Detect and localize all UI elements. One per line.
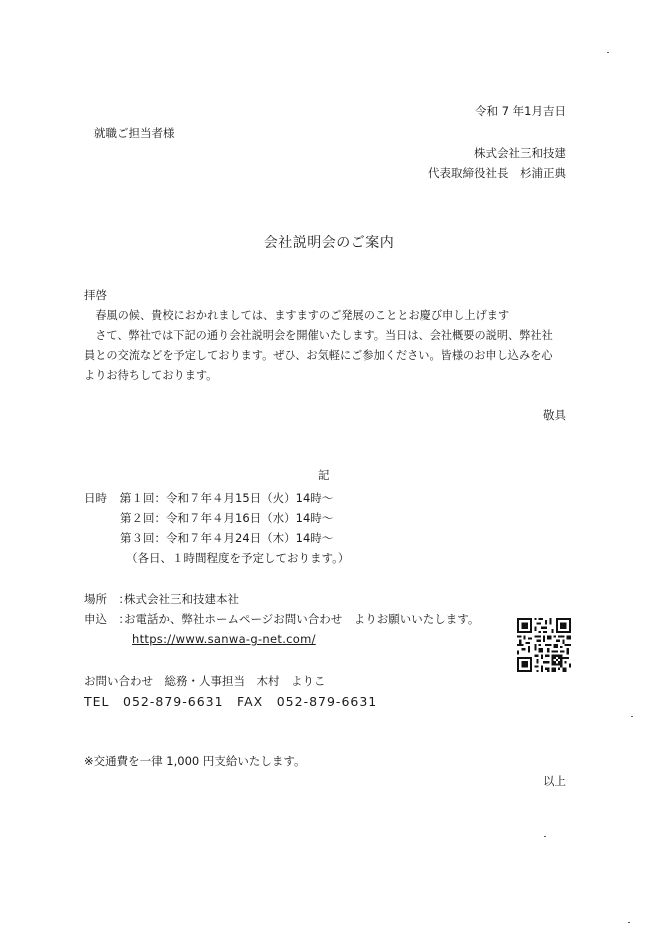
greeting-closing: 敬具: [543, 408, 566, 422]
session-item: 第１回：令和７年４月15日（火）14時～: [120, 491, 334, 505]
greeting-line: さて、弊社では下記の通り会社説明会を開催いたします。当日は、会社概要の説明、弊社社: [84, 329, 553, 342]
travel-note: ※交通費を一律 1,000 円支給いたします。: [84, 754, 306, 768]
contact-phone: TEL 052-879-6631 FAX 052-879-6631: [84, 694, 378, 709]
session-item: 第３回：令和７年４月24日（木）14時～: [120, 531, 334, 545]
page-title: 会社説明会のご案内: [263, 235, 395, 251]
apply-text: お電話か、弊社ホームページお問い合わせ よりお願いいたします。: [124, 612, 480, 626]
greeting-opening: 拝啓: [84, 288, 107, 302]
recipient: 就職ご担当者様: [94, 126, 175, 140]
scan-speck: [631, 716, 633, 717]
schedule-label: 日時 ：: [84, 491, 130, 505]
scan-speck: [544, 836, 546, 837]
apply-label: 申込 ：: [84, 612, 130, 626]
scan-speck: [607, 52, 609, 53]
greeting-line: よりお待ちしております。: [84, 369, 218, 382]
document-date: 令和 7 年1月吉日: [475, 104, 566, 118]
contact-line: お問い合わせ 総務・人事担当 木村 よりこ: [84, 674, 326, 688]
venue: 株式会社三和技建本社: [124, 592, 239, 606]
qr-code-icon[interactable]: [517, 618, 571, 672]
website-link[interactable]: https://www.sanwa-g-net.com/: [132, 632, 316, 646]
venue-label: 場所 ：: [84, 592, 130, 606]
company-name: 株式会社三和技建: [474, 146, 566, 160]
session-item: 第２回：令和７年４月16日（水）14時～: [120, 511, 334, 525]
schedule-note: （各日、１時間程度を予定しております。）: [126, 551, 350, 565]
representative: 代表取締役社長 杉浦正典: [428, 166, 566, 180]
greeting-line: 員との交流などを予定しております。ぜひ、お気軽にご参加ください。皆様のお申し込みを心: [84, 349, 553, 362]
end-mark: 以上: [543, 774, 566, 788]
scan-speck: [628, 922, 630, 923]
details-heading: 記: [318, 468, 330, 482]
greeting-line: 春風の候、貴校におかれましては、ますますのご発展のこととお慶び申し上げます: [84, 309, 510, 322]
